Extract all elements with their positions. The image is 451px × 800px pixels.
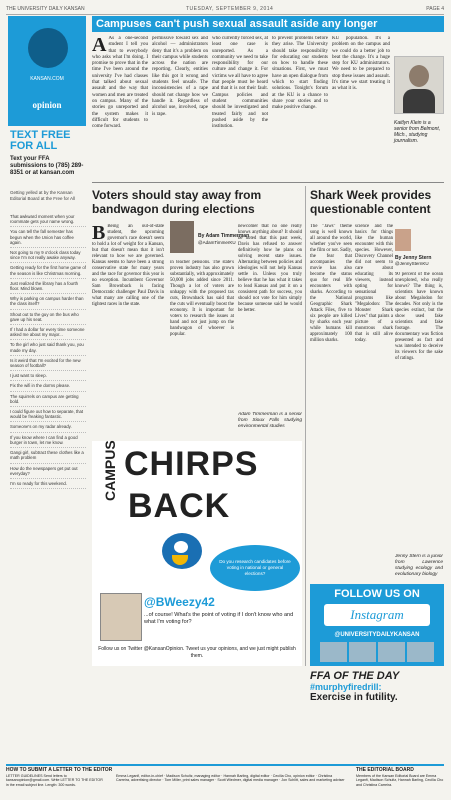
left-sidebar xyxy=(6,16,88,761)
folio-date: TUESDAY, SEPTEMBER 9, 2014 xyxy=(186,6,274,12)
kansan-label: KANSAN.COM xyxy=(30,76,64,82)
ffa-text: Exercise in futility. xyxy=(310,692,398,703)
footer-heading: HOW TO SUBMIT A LETTER TO THE EDITOR xyxy=(6,767,113,773)
campus-chirps-back xyxy=(92,441,302,666)
tff-text-item: Just realized the library has a fourth floor. Mind blown. xyxy=(10,279,86,294)
article-sexual-assault xyxy=(92,36,444,162)
article-column: newcomer that no one really knows anything about? It should be noted that this past week, Davis has refused to answer definitively how he plans on solving recent state issues. Alternating between policies and ideologies will not help Kansas settle in. Unless you truly believe that he has what it takes to lead Kansas and put it on a consistent path for success, you should not vote for him simply because someone said he would be better. xyxy=(238,224,302,313)
editorial-board-heading: THE EDITORIAL BOARD xyxy=(356,767,414,773)
article-column: 90 percent of the ocean unexplored, who really knows? The thing is, scientists have known about Megalodon for decades. Not only is the species extinct, but the show used fake scientists and fake footage. The documentary was fiction presented as fact and was intended to deceive its viewers for the sake of ratings. xyxy=(395,272,443,361)
tff-text-item: How do the newspapers get put out everyday? xyxy=(10,464,86,479)
tweet-avatar xyxy=(100,593,142,641)
letter-guidelines: LETTER GUIDELINES Send letters to kansanopinion@gmail.com. Write LETTER TO THE EDITOR in the email subject line. Length: 300 words. xyxy=(6,774,103,787)
section-divider xyxy=(92,182,444,183)
tff-text-item: I'm so ready for this weekend. xyxy=(10,479,86,489)
column-rule xyxy=(305,186,306,666)
tff-text-list xyxy=(10,212,86,489)
byline-stern xyxy=(395,229,443,269)
headline-shark-week: Shark Week provides questionable content xyxy=(310,188,432,216)
ffa-tag: #murphyfiredrill: xyxy=(310,682,382,692)
instagram-logo-icon: Instagram xyxy=(324,604,430,626)
tff-text-item: I just want to sleep. xyxy=(10,371,86,381)
article-column: permissive toward sex and alcohol — administrators deny that it's a problem on their campus while students across the nation are reporting. Clearly, entities like this got it wrong and students feel unsafe. The inconsistencies of a rape should not change how we handle it. Regardless of alcohol use, involved, rape is rape. xyxy=(152,36,208,117)
byline-handle: @AdamTimmerKU xyxy=(198,240,236,245)
campus-label: CAMPUS xyxy=(102,440,118,501)
byline-name: By Jenny Stern xyxy=(395,255,432,261)
tff-text-item: If I had a dollar for every time someone asked me about my major... xyxy=(10,325,86,340)
newspaper-page xyxy=(6,4,444,796)
kansan-badge-icon xyxy=(28,28,68,68)
drop-cap: A xyxy=(92,36,107,56)
opinion-label: opinion xyxy=(32,100,62,110)
tff-text-item: If you know where I can find a good burger in town, let me know. xyxy=(10,433,86,448)
byline-name: By Adam Timmerman xyxy=(198,233,250,239)
instagram-photo-strip xyxy=(320,642,434,662)
tff-text-item: You can tell the fall semester has begun when the Union has coffee again. xyxy=(10,227,86,248)
article-column: who currently forced sex, at least one case is unreported. As a community we need to take responsibility for our culture and change it. For victims we all have to agree that people must be heard and that it is not their fault. Campus policies and student communities should be investigated and treated fairly and not pushed aside by the institution. xyxy=(212,36,268,130)
tff-text-item: The squirrels on campus are getting bold. xyxy=(10,392,86,407)
tff-text-item: Is it weird that I'm excited for the new season of football? xyxy=(10,356,86,371)
headline-bandwagon: Voters should stay away from bandwagon during elections xyxy=(92,188,262,216)
author-signature: Adam Timmerman is a senior from Sioux Falls studying environmental studies xyxy=(238,412,302,429)
tff-title: TEXT FREE FOR ALL xyxy=(10,129,71,152)
tff-instructions: Text your FFA submissions to (785) 289-8351 or at kansan.com xyxy=(10,156,84,176)
article-column: The "Jaws" theme song is well known all around the world, whether you've seen the film or not. Sadly, the fear that accompanies the movie has also become the status quo for real life encounters with sharks. According to the National Geographic Shark Attack Files, five to six people are killed by sharks each year while humans kill approximately 100 million sharks. xyxy=(310,224,352,343)
tff-text-item: To the girl who just said thank you, you made my day. xyxy=(10,340,86,355)
tff-text-item: I could figure out how to separate, that would be freaking fantastic. xyxy=(10,407,86,422)
ffa-of-the-day xyxy=(310,670,444,703)
twitter-follow-text: Follow us on Twitter @KansanOpinion. Tweet us your opinions, and we just might publish them. xyxy=(98,646,296,659)
folio-page-number: PAGE 4 xyxy=(426,6,444,12)
tff-note: Getting yelled at by the Kansan Editorial Board at the Free for All xyxy=(10,190,76,201)
article-column: B Being an out-of-state student, the upcoming governor's race doesn't seem to hold a lot of weight for a Kansan, but that doesn't mean that it isn't relevant to how we are governed. Kansas seems to have been a strong conservative state for many years and the race for governor this year is no exception. Incumbent Governor Sam Brownback is facing Democratic challenger Paul Davis in what many are calling one of the tightest races in the state. xyxy=(92,224,164,307)
bird-mascot-icon xyxy=(162,533,202,569)
headline-sexual-assault: Campuses can't push sexual assault aside any longer xyxy=(92,16,444,32)
folio-bar xyxy=(6,4,444,15)
tff-text-item: Shout out to the guy on the bus who gave up his seat. xyxy=(10,310,86,325)
follow-label: FOLLOW US ON xyxy=(334,588,420,600)
ffa-title: FFA OF THE DAY xyxy=(310,670,400,682)
footer xyxy=(6,764,444,798)
back-title: BACK xyxy=(128,487,231,525)
tff-text-item: Not going to my 9 o'clock class today since I'm not really awake anyway. xyxy=(10,248,86,263)
folio-paper-name: THE UNIVERSITY DAILY KANSAN xyxy=(6,6,85,12)
byline-handle: @JennySternKU xyxy=(395,261,429,266)
article-column: KU population. It's a problem on the campus and we could do a better job to beat the change. It's a huge step for KU administrators. We need to be prepared to stop these issues and assault. It's time we start treating it as what it is. xyxy=(332,36,390,92)
article-column: in teacher pensions. The state's proven industry has also grown substantially, with approximately 50,000 jobs added since 2011. Though a lot of voters are unhappy with the proposed tax cuts, Brownback has said that the cuts will eventually boost the economy. It is important for voters to research the issues at hand and not just jump on the bandwagon of whoever is popular. xyxy=(170,260,234,337)
drop-cap: B xyxy=(92,224,106,244)
tff-text-item: Someone's on my radar already. xyxy=(10,422,86,432)
tff-text-item: Why is parking on campus harder than the class itself? xyxy=(10,294,86,309)
staff-contacts: Emma Leganfi, editor-in-chief · Madison Schultz, managing editor · Hannah Barling, digital editor · Cecilia Cho, opinion editor · Christina Carreira, advertising director · Tom Miller, print sales manager · Scott Wiedmer, digital media manager · Jon Schlitt, sales and marketing adviser xyxy=(116,774,345,783)
tff-text-item: Gangi girl, subtract these clothes like a math problem xyxy=(10,448,86,463)
author-signature: Kaitlyn Klein is a senior from Belmont, Mich., studying journalism. xyxy=(394,120,441,144)
author-photo xyxy=(395,229,411,251)
tff-text-item: Fix the wifi in the dorms please. xyxy=(10,381,86,391)
question-bubble: Do you research candidates before voting in national or general elections? xyxy=(210,545,300,591)
article-column: A As a one-second student I tell you that to everybody who asks what I'm doing. I promise to prove that in the time I've been around the university I've had classes that talked about sexual assault and the way that women and men are treated on campus. Many of the stories go unreported and the system makes it difficult for students to come forward. xyxy=(92,36,148,130)
instagram-account: @UNIVERSITYDAILYKANSAN xyxy=(334,632,420,638)
editorial-board-text: Members of the Kansan Editorial Board are Emma Leganfi, Madison Schultz, Hannah Barling, Cecilia Cho and Christina Carreira. xyxy=(356,774,444,787)
opinion-section-logo xyxy=(8,16,86,126)
tweet-handle: @BWeezy42 xyxy=(144,595,215,609)
tff-text-item: That awkward moment when your roommate gets your name wrong. xyxy=(10,212,86,227)
article-column: science and the basics for things like the human encounter with this species. However, Discovery Channel did not seem to care about educating its viewers, instead opting for sensational programs like "Megalodon: The Monster Shark Lives" that paints a picture of a monstrous shark that is still alive today. xyxy=(355,224,393,343)
author-photo xyxy=(394,56,444,114)
instagram-promo xyxy=(310,584,444,666)
author-signature: Jenny Stern is a junior from Lawrence studying ecology and evolutionary biology xyxy=(395,554,443,577)
chirps-title: CHIRPS xyxy=(124,445,259,483)
article-column: to prevent problems before they arise. The University should take responsibility for educating our students on how to handle these situations. First, we must have an open dialogue from which to start finding solutions. Tonight's forum at the KU is a chance to share your stories and to make positive change. xyxy=(272,36,328,111)
tff-text-item: Getting ready for the first home game of the season is like Christmas morning. xyxy=(10,263,86,278)
author-photo xyxy=(170,221,194,253)
tweet-text: ...of course! What's the point of voting if I don't know who and what I'm voting for? xyxy=(144,612,294,625)
